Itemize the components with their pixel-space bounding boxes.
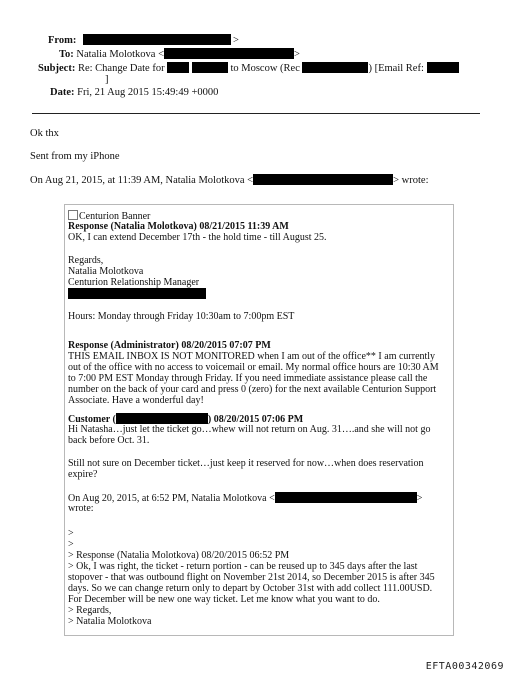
quoted-line: days. So we can change return only to depart by October 31st with add collect 111.00USD. [68, 583, 433, 594]
redaction-bar [427, 62, 459, 73]
quoted-line: > Natalia Molotkova [68, 616, 152, 627]
quoted-line: stopover - that was outbound flight on November 21st 2014, so December 2015 is after 345 [68, 572, 435, 583]
subject-text-2: to Moscow (Rec [230, 63, 300, 74]
redaction-bar [253, 174, 393, 185]
quote-marker: > [68, 528, 74, 539]
signature-regards: Regards, [68, 255, 104, 266]
redaction-bar [302, 62, 368, 73]
redaction-bar [116, 413, 208, 424]
reply-attribution: On Aug 21, 2015, at 11:39 AM, Natalia Molotkova < > wrote: [30, 175, 429, 186]
customer-line: back before Oct. 31. [68, 435, 150, 446]
from-label: From: [48, 35, 77, 46]
response-2-line: THIS EMAIL INBOX IS NOT MONITORED when I am out of the office** I am currently [68, 351, 436, 362]
customer-header: Customer ( ) 08/20/2015 07:06 PM [68, 414, 304, 425]
from-row: From: > [48, 35, 239, 46]
signature-title: Centurion Relationship Manager [68, 277, 200, 288]
redaction-bar [164, 48, 294, 59]
quoted-line: For December will be new one way ticket. Let me know what you want to do. [68, 594, 380, 605]
response-1-header: Response (Natalia Molotkova) 08/21/2015 11:39 AM [68, 221, 289, 232]
response-2-line: Associate. Have a wonderful day! [68, 395, 204, 406]
signature-redaction [68, 288, 206, 300]
customer-attribution-wrote: wrote: [68, 503, 94, 514]
redaction-bar [192, 62, 228, 73]
subject-row [38, 62, 459, 74]
customer-line: Hi Natasha…just let the ticket go…whew will not return on Aug. 31….and she will not go [68, 424, 431, 435]
to-value: Natalia Molotkova < [76, 49, 164, 60]
to-label: To: [59, 49, 74, 60]
response-2-line: number on the back of your card and press 0 (zero) for the next available Centurion Support [68, 384, 437, 395]
broken-image-icon [68, 210, 78, 220]
subject-continuation: ] [105, 74, 109, 85]
banner-alt: Centurion Banner [79, 211, 151, 222]
reply-line-2: Sent from my iPhone [30, 151, 120, 162]
quoted-line: > Response (Natalia Molotkova) 08/20/2015 06:52 PM [68, 550, 290, 561]
quote-marker: > [68, 539, 74, 550]
quoted-line: > Regards, [68, 605, 112, 616]
redaction-bar [83, 34, 231, 45]
customer-attribution: On Aug 20, 2015, at 6:52 PM, Natalia Molotkova < > [68, 493, 423, 504]
date-value: Fri, 21 Aug 2015 15:49:49 +0000 [77, 87, 219, 98]
subject-text-3: ) [Email Ref: [368, 63, 424, 74]
response-2-line: out of the office with no access to voicemail or email. My normal office hours are 10:30 AM [68, 362, 439, 373]
reply-line-1: Ok thx [30, 128, 59, 139]
redaction-bar [68, 288, 206, 299]
subject-label: Subject: [38, 63, 76, 74]
redaction-bar [275, 492, 417, 503]
signature-hours: Hours: Monday through Friday 10:30am to 7:00pm EST [68, 311, 295, 322]
to-row: To: Natalia Molotkova < > [59, 49, 300, 60]
response-2-line: to 7:00 PM EST Monday through Friday. If you need immediate assistance please call the [68, 373, 428, 384]
date-label: Date: [50, 87, 75, 98]
customer-line: Still not sure on December ticket…just keep it reserved for now…when does reservation [68, 458, 424, 469]
response-2-header: Response (Administrator) 08/20/2015 07:07 PM [68, 340, 271, 351]
customer-line: expire? [68, 469, 98, 480]
document-id: EFTA00342069 [425, 661, 504, 672]
signature-name: Natalia Molotkova [68, 266, 144, 277]
quoted-line: > Ok, I was right, the ticket - return portion - can be reused up to 345 days after the last [68, 561, 418, 572]
redaction-bar [167, 62, 189, 73]
date-row [50, 87, 218, 98]
response-1-body: OK, I can extend December 17th - the hold time - till August 25. [68, 232, 327, 243]
subject-text-1: Re: Change Date for [77, 63, 165, 74]
header-divider [32, 113, 480, 114]
